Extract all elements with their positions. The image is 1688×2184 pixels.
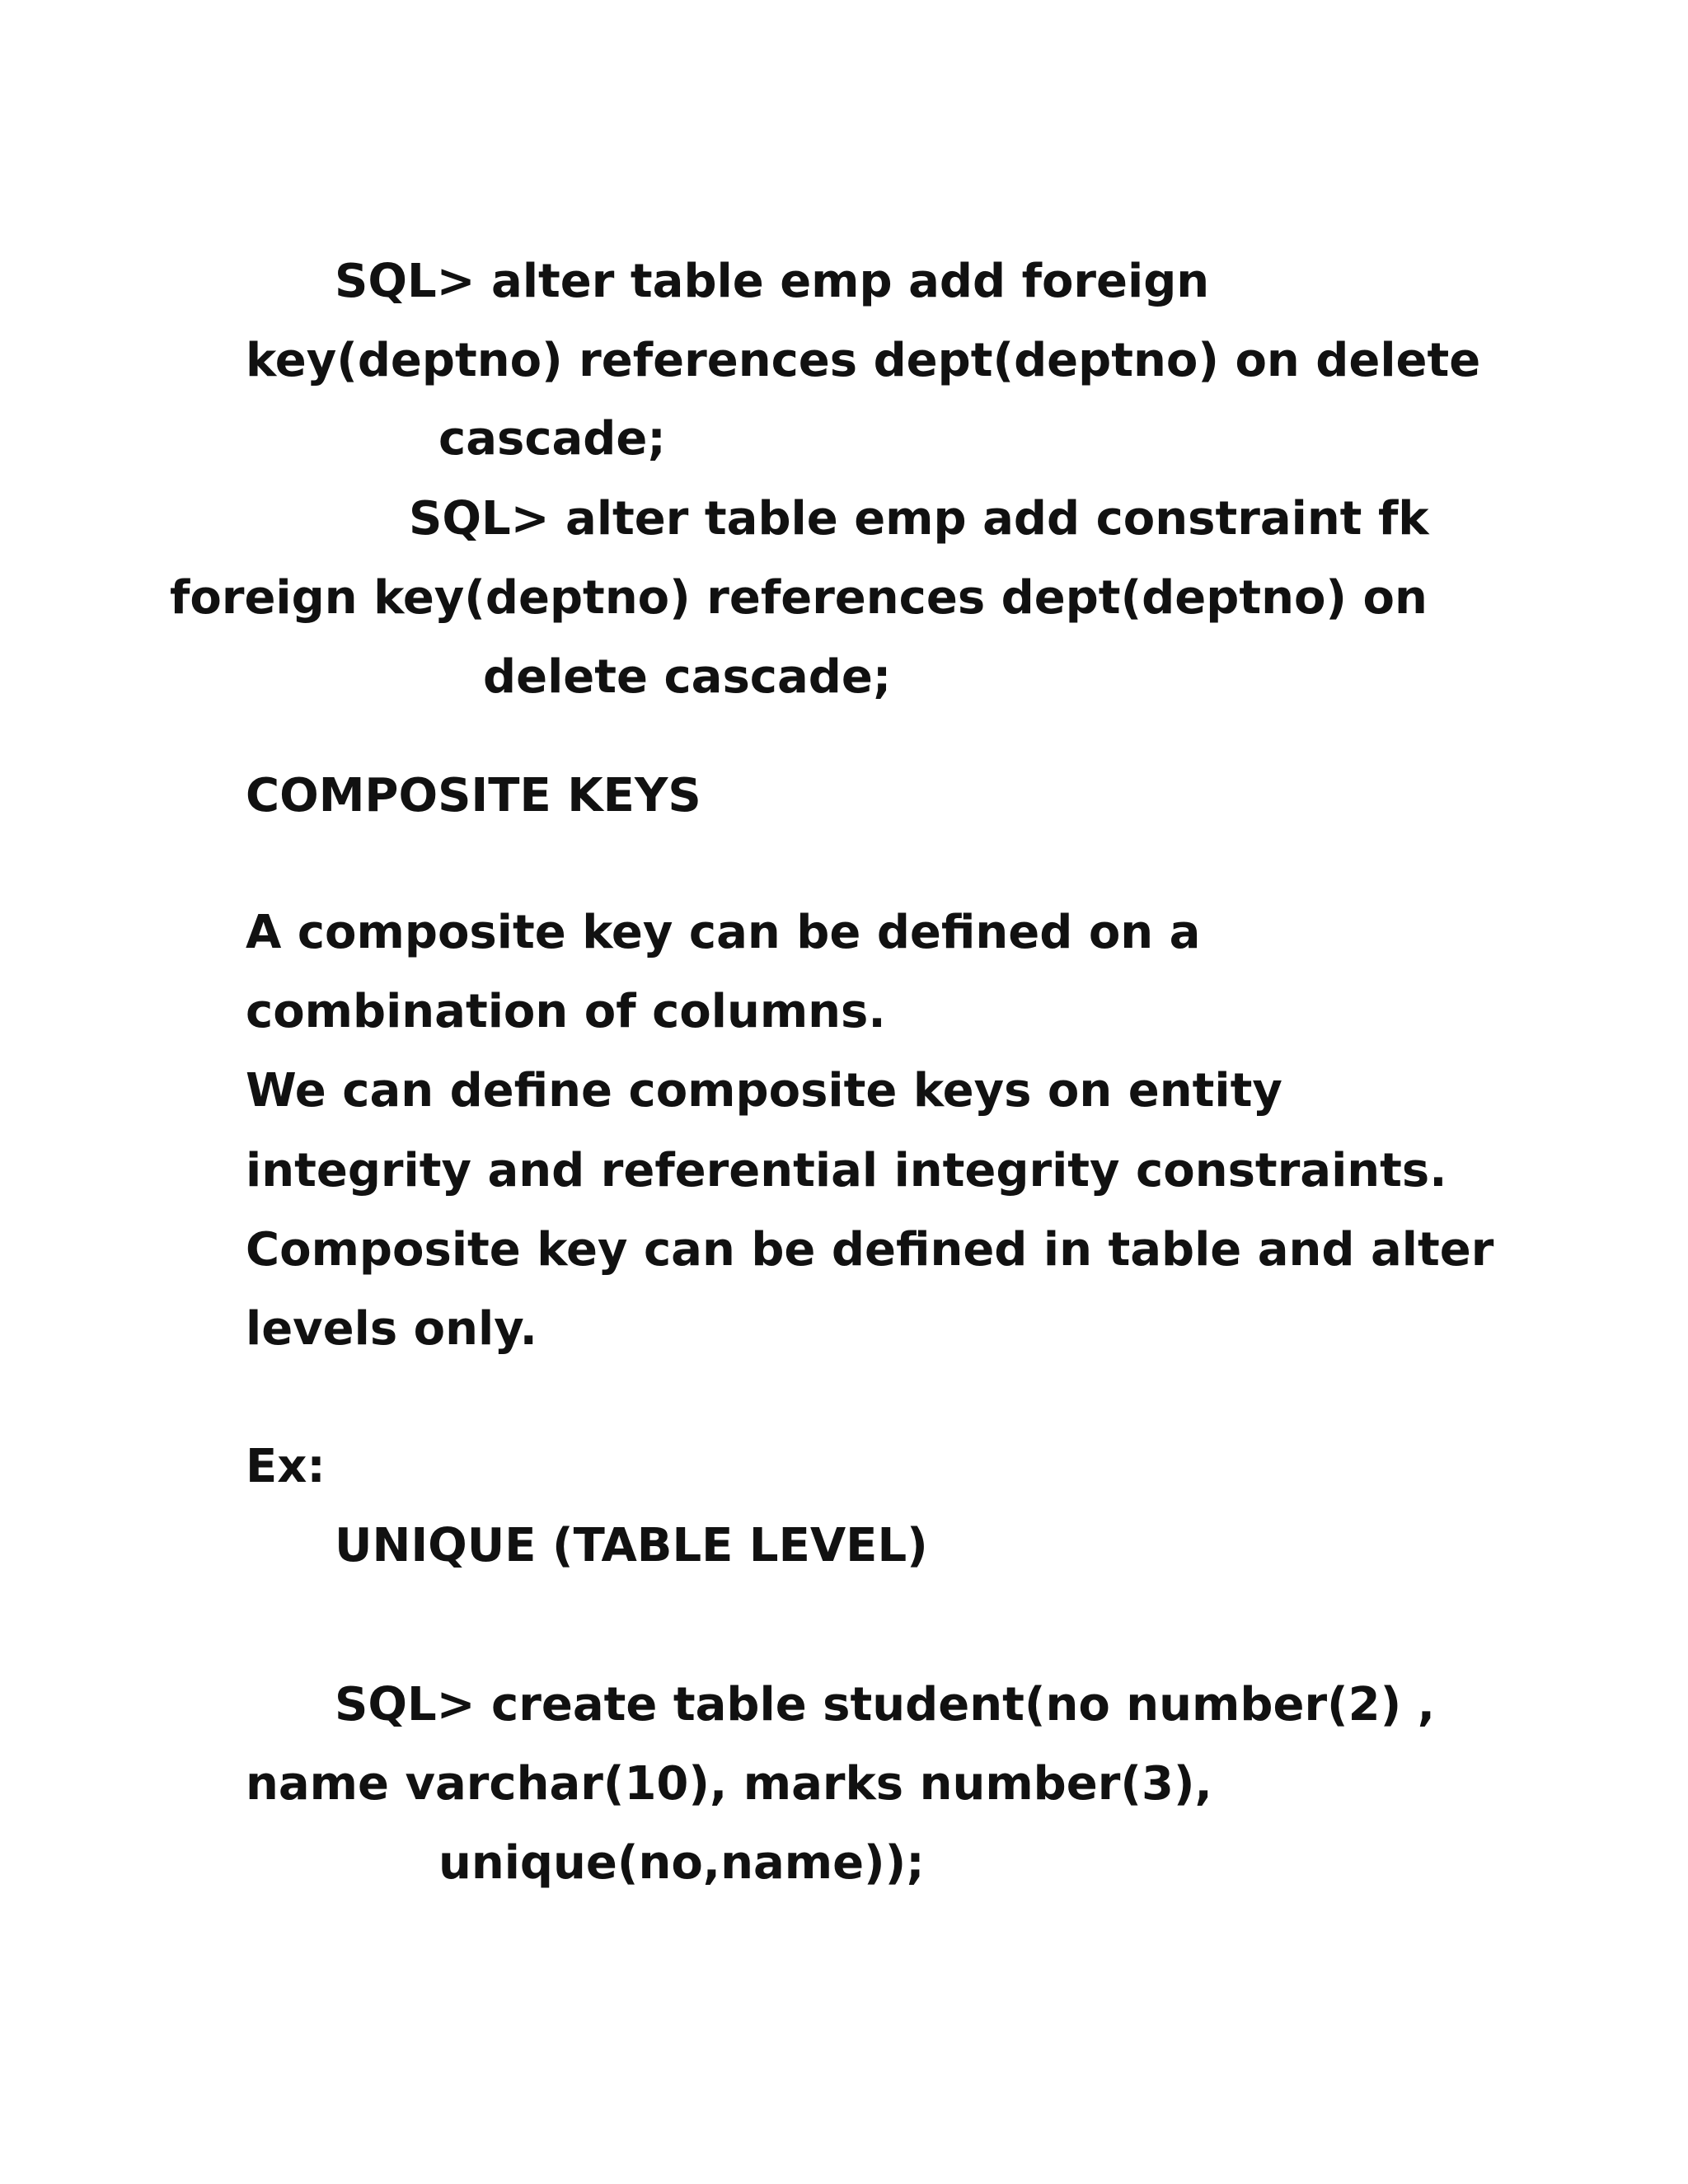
example-subheading: UNIQUE (TABLE LEVEL) (335, 1519, 928, 1572)
code-line-alter-fk-3: cascade; (438, 412, 666, 466)
code-line-create-table-2: name varchar(10), marks number(3), (246, 1757, 1212, 1811)
paragraph-line: We can define composite keys on entity (246, 1064, 1282, 1118)
example-label: Ex: (246, 1440, 326, 1493)
code-line-create-table-1: SQL> create table student(no number(2) , (335, 1678, 1435, 1732)
code-line-alter-constraint-1: SQL> alter table emp add constraint fk (409, 492, 1429, 546)
code-line-create-table-3: unique(no,name)); (438, 1836, 925, 1890)
paragraph-line: Composite key can be defined in table and alter (246, 1223, 1494, 1277)
code-line-alter-fk-1: SQL> alter table emp add foreign (335, 255, 1210, 308)
paragraph-line: integrity and referential integrity constraints. (246, 1144, 1447, 1197)
code-line-alter-constraint-2: foreign key(deptno) references dept(deptno) on (170, 571, 1428, 625)
paragraph-line: A composite key can be defined on a (246, 906, 1201, 959)
code-line-alter-constraint-3: delete cascade; (483, 650, 892, 704)
code-line-alter-fk-2: key(deptno) references dept(deptno) on delete (246, 334, 1481, 387)
paragraph-line: levels only. (246, 1302, 537, 1356)
paragraph-line: combination of columns. (246, 985, 886, 1038)
section-heading: COMPOSITE KEYS (246, 769, 701, 823)
